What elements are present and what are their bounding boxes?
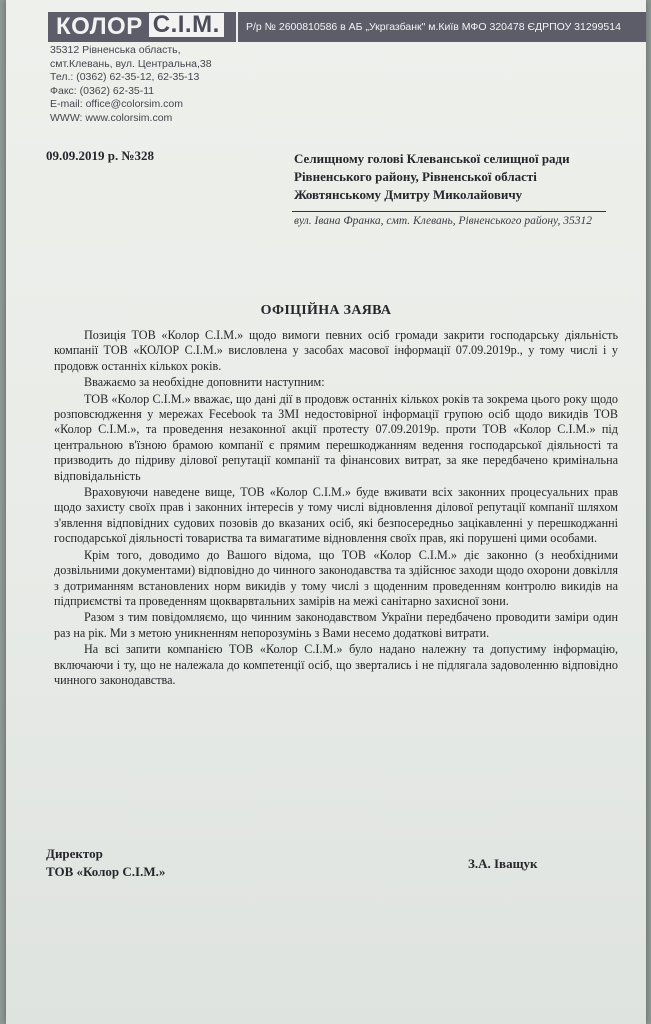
- logo-main-text: КОЛОР: [56, 13, 143, 40]
- paragraph: ТОВ «Колор С.І.М.» вважає, що дані дії в продовж останніх кількох років та зокрема цього року щодо розповсюдження у мережах Fecebook та ЗМІ недостовірної інформації групою осіб щодо викидів ТОВ «Колор С.І.М.», та проведення незаконної акції протесту 07.09.2019р. проти ТОВ «Колор С.І.М.» під центральною в'їзною брамою компанії є прямим перешкоджанням ведення господарської діяльності та призводить до підриву ділової репутації компанії та фінансових витрат, за яке передбачено кримінальна відповідальність: [54, 391, 618, 483]
- date-number: 09.09.2019 р. №328: [46, 148, 155, 163]
- contact-line: E-mail: office@colorsim.com: [50, 98, 183, 110]
- letter-sheet: [6, 0, 646, 1024]
- contact-line: Тел.: (0362) 62-35-12, 62-35-13: [50, 71, 200, 83]
- paragraph: Позиція ТОВ «Колор С.І.М.» щодо вимоги певних осіб громади закрити господарську діяльність компанії ТОВ «КОЛОР С.І.М.» висловлена у засобах масової інформації 07.09.2019р., у тому числі і у продовж останніх кількох років.: [54, 328, 618, 373]
- contact-line: WWW: www.colorsim.com: [50, 111, 173, 124]
- signatory-position: Директор: [46, 846, 103, 861]
- addressee-divider: [292, 211, 606, 212]
- signatory-block: [46, 845, 165, 881]
- signatory-company: ТОВ «Колор С.І.М.»: [46, 864, 166, 879]
- addressee-line: Рівненського району, Рівненської області: [294, 169, 537, 184]
- paragraph: На всі запити компанією ТОВ «Колор С.І.М.» було надано належну та допустиму інформацію, включаючи і ту, що не належала до компетенції осіб, що звертались і не підлягала задоволенню відповідно чинного законодавства.: [54, 642, 618, 687]
- contact-block: [50, 44, 212, 125]
- paragraph: Вважаємо за необхідне доповнити наступним:: [84, 375, 325, 390]
- contact-line: 35312 Рівненська область,: [50, 44, 181, 56]
- signatory-name: З.А. Іващук: [468, 856, 538, 871]
- letter-body: [54, 328, 618, 689]
- addressee-line: Жовтянському Дмитру Миколайовичу: [294, 187, 523, 202]
- paragraph: Крім того, доводимо до Вашого відома, що ТОВ «Колор С.І.М.» діє законно (з необхідними дозвільними документами) відповідно до чинного законодавства та здійснює заходи щодо охорони довкілля з дотриманням встановлених норм викидів у тому числі з щоденним проведенням контролю викидів на підприємстві та проведенням щокварвтальних замірів на межі санітарно захисної зони.: [54, 547, 618, 608]
- document-title: ОФІЦІЙНА ЗАЯВА: [260, 303, 392, 318]
- paragraph: Разом з тим повідомляємо, що чинним законодавством України передбачено проводити заміри один раз на рік. Ми з метою уникненням непорозумінь з Вами несемо додаткові витрати.: [54, 610, 618, 640]
- logo-sim-text: С.І.М.: [149, 13, 224, 37]
- addressee-line: Селищному голові Клеванської селищної ради: [294, 151, 570, 166]
- addressee-address: вул. Івана Франка, смт. Клевань, Рівненського району, 35312: [294, 215, 593, 227]
- company-logo: [48, 12, 236, 42]
- paragraph: Враховуючи наведене вище, ТОВ «Колор С.І.М.» буде вживати всіх законних процесуальних прав щодо захисту своїх прав і законних інтересів у тому числі відновлення ділової репутації компанії шляхом з'явлення відповідних судових позовів до вказаних осіб, які безпосередньо зацікавленні у перешкоджанні господарської діяльності товариства та вимагатиме відновлення своїх прав, які порушені цими особами.: [54, 485, 618, 546]
- contact-line: Факс: (0362) 62-35-11: [50, 84, 155, 97]
- addressee-block: [294, 150, 614, 204]
- bank-details-bar: Р/р № 2600810586 в АБ „Укргазбанк" м.Київ МФО 320478 ЄДРПОУ 31299514: [238, 12, 646, 42]
- contact-line: смт.Клевань, вул. Центральна,38: [50, 57, 212, 70]
